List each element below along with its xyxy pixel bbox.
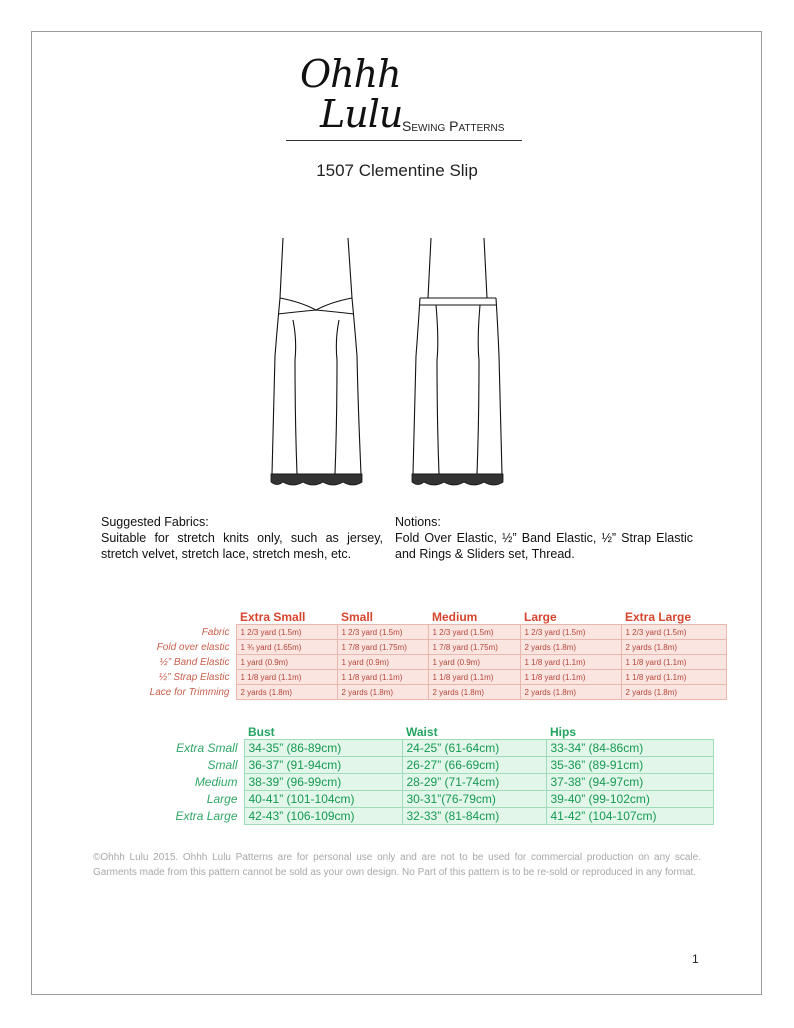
- table-cell: 1 1/8 yard (1.1m): [520, 655, 621, 670]
- notions: [395, 514, 693, 562]
- table-cell: 1 2/3 yard (1.5m): [621, 625, 726, 640]
- table-cell: 24-25” (61-64cm): [402, 740, 546, 757]
- table-row: [100, 757, 713, 774]
- table-cell: 1 1/8 yard (1.1m): [520, 670, 621, 685]
- measurement-header: Waist: [406, 724, 438, 739]
- size-header: Medium: [432, 609, 478, 624]
- table-cell: 35-36” (89-91cm): [546, 757, 713, 774]
- row-label: Medium: [194, 775, 238, 789]
- table-cell: 38-39” (96-99cm): [244, 774, 402, 791]
- measurement-header: Bust: [248, 724, 275, 739]
- row-label: ½” Strap Elastic: [158, 671, 230, 683]
- logo-tagline: Sewing Patterns: [402, 118, 505, 134]
- row-label: Extra Small: [176, 741, 238, 755]
- table-cell: 2 yards (1.8m): [428, 685, 520, 700]
- table-row: [100, 655, 726, 670]
- table-cell: 1 ¾ yard (1.65m): [236, 640, 337, 655]
- table-cell: 37-38” (94-97cm): [546, 774, 713, 791]
- logo-divider: [286, 140, 522, 141]
- lace-hem-icon: [412, 474, 503, 485]
- table-cell: 28-29” (71-74cm): [402, 774, 546, 791]
- row-label: Lace for Trimming: [149, 686, 230, 698]
- logo-script-lulu: Lulu: [320, 92, 403, 136]
- yardage-header-row: [100, 609, 726, 625]
- fabrics-label: Suggested Fabrics:: [101, 515, 209, 529]
- notions-text: Fold Over Elastic, ½” Band Elastic, ½” Strap Elastic and Rings & Sliders set, Thread.: [395, 531, 693, 561]
- table-cell: 2 yards (1.8m): [236, 685, 337, 700]
- table-cell: 2 yards (1.8m): [337, 685, 428, 700]
- table-cell: 2 yards (1.8m): [520, 640, 621, 655]
- table-cell: 26-27” (66-69cm): [402, 757, 546, 774]
- row-label: Fabric: [201, 626, 230, 638]
- table-cell: 34-35” (86-89cm): [244, 740, 402, 757]
- table-row: [100, 670, 726, 685]
- table-cell: 1 1/8 yard (1.1m): [621, 655, 726, 670]
- pattern-title: 1507 Clementine Slip: [316, 161, 478, 180]
- table-cell: 1 1/8 yard (1.1m): [428, 670, 520, 685]
- table-cell: 40-41” (101-104cm): [244, 791, 402, 808]
- notions-label: Notions:: [395, 515, 441, 529]
- lace-hem-icon: [271, 474, 362, 485]
- yardage-table: [100, 609, 727, 700]
- row-label: Large: [206, 792, 238, 806]
- table-cell: 42-43” (106-109cm): [244, 808, 402, 825]
- table-cell: 1 2/3 yard (1.5m): [337, 625, 428, 640]
- table-cell: 33-34” (84-86cm): [546, 740, 713, 757]
- table-row: [100, 640, 726, 655]
- table-row: [100, 625, 726, 640]
- table-row: [100, 791, 713, 808]
- slip-front-illustration: [263, 230, 373, 492]
- row-label: Extra Large: [175, 809, 238, 823]
- table-cell: 36-37” (91-94cm): [244, 757, 402, 774]
- size-header: Extra Large: [625, 609, 692, 624]
- table-cell: 32-33” (81-84cm): [402, 808, 546, 825]
- page-number: 1: [692, 952, 699, 966]
- size-header: Extra Small: [240, 609, 306, 624]
- brand-logo: [286, 50, 522, 150]
- table-cell: 30-31”(76-79cm): [402, 791, 546, 808]
- table-cell: 1 1/8 yard (1.1m): [236, 670, 337, 685]
- table-cell: 1 1/8 yard (1.1m): [621, 670, 726, 685]
- table-cell: 1 yard (0.9m): [428, 655, 520, 670]
- table-cell: 1 2/3 yard (1.5m): [236, 625, 337, 640]
- table-cell: 2 yards (1.8m): [621, 685, 726, 700]
- table-row: [100, 808, 713, 825]
- body-measurements-table: [100, 724, 714, 825]
- table-row: [100, 774, 713, 791]
- fabrics-text: Suitable for stretch knits only, such as jersey, stretch velvet, stretch lace, stretch mesh, etc.: [101, 531, 383, 561]
- table-cell: 1 2/3 yard (1.5m): [520, 625, 621, 640]
- table-cell: 41-42” (104-107cm): [546, 808, 713, 825]
- table-cell: 1 yard (0.9m): [236, 655, 337, 670]
- copyright-notice: ©Ohhh Lulu 2015. Ohhh Lulu Patterns are for personal use only and are not to be used for commercial production on any scale. Garments made from this pattern cannot be sold as your own design. No Part of this pattern is to be re-sold or reproduced in any format.: [93, 852, 701, 878]
- table-cell: 1 7/8 yard (1.75m): [337, 640, 428, 655]
- measurements-corner: [100, 724, 244, 740]
- suggested-fabrics: [101, 514, 383, 562]
- size-header: Large: [524, 609, 557, 624]
- row-label: Fold over elastic: [156, 641, 230, 653]
- row-label: Small: [207, 758, 238, 772]
- measurements-header-row: [100, 724, 713, 740]
- table-cell: 39-40” (99-102cm): [546, 791, 713, 808]
- table-cell: 1 7/8 yard (1.75m): [428, 640, 520, 655]
- table-row: [100, 740, 713, 757]
- table-cell: 1 yard (0.9m): [337, 655, 428, 670]
- table-cell: 2 yards (1.8m): [621, 640, 726, 655]
- logo-script-ohhh: Ohhh: [300, 52, 401, 96]
- table-cell: 1 2/3 yard (1.5m): [428, 625, 520, 640]
- yardage-corner: [100, 609, 236, 625]
- table-cell: 1 1/8 yard (1.1m): [337, 670, 428, 685]
- table-cell: 2 yards (1.8m): [520, 685, 621, 700]
- slip-back-illustration: [404, 230, 514, 492]
- measurement-header: Hips: [550, 724, 577, 739]
- row-label: ½” Band Elastic: [159, 656, 230, 668]
- table-row: [100, 685, 726, 700]
- size-header: Small: [341, 609, 374, 624]
